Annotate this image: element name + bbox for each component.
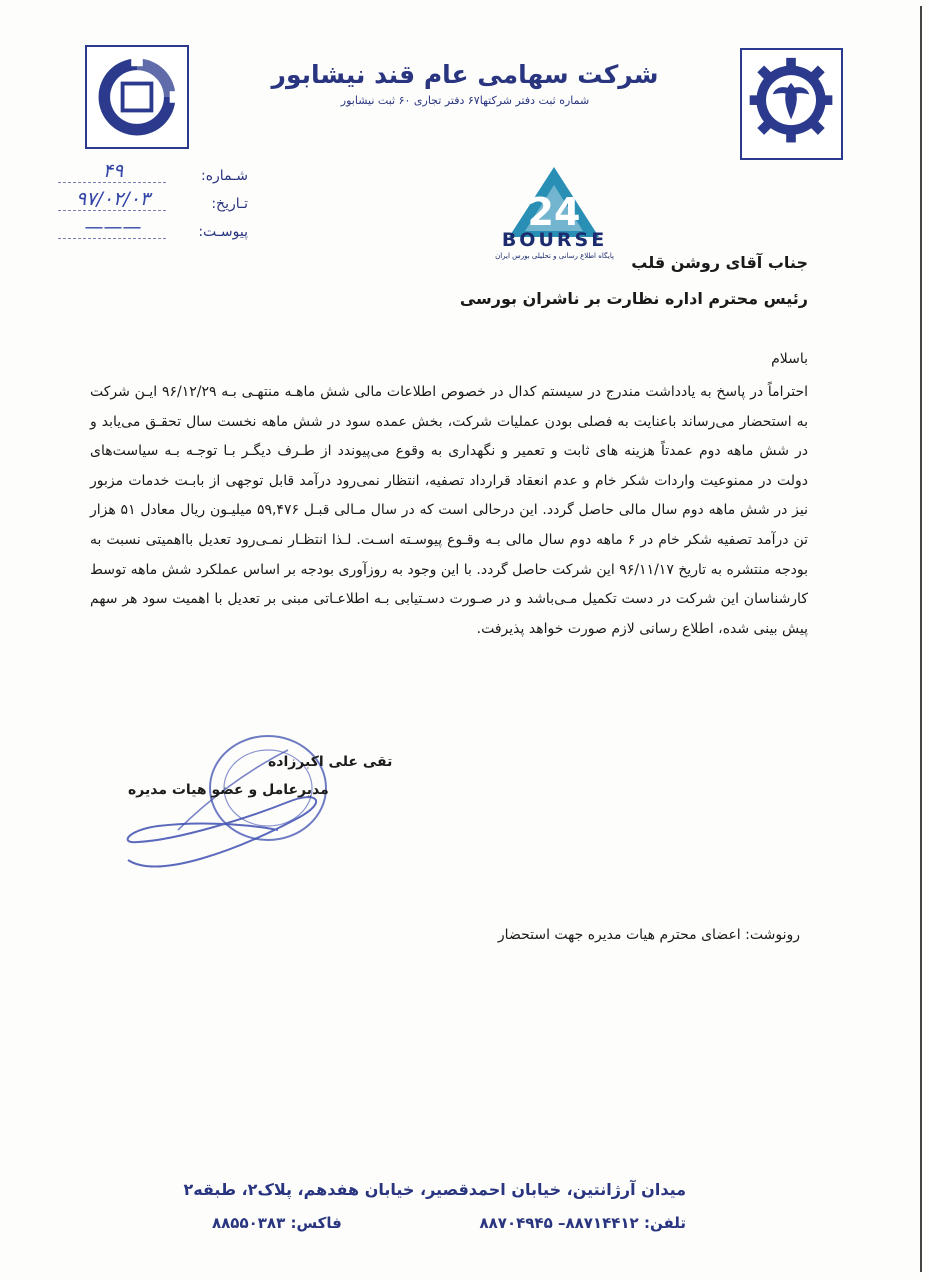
- bourse-number: 24: [527, 190, 581, 234]
- footer-phone: تلفن: ۸۸۷۱۴۴۱۲– ۸۸۷۰۴۹۴۵: [479, 1214, 686, 1232]
- addressee-title: رئیس محترم اداره نظارت بر ناشران بورسی: [459, 289, 808, 308]
- letter-paragraph: احتراماً در پاسخ به یادداشت مندرج در سیستم کدال در خصوص اطلاعات مالی شش ماهـه منتهـی بـه ۹۶/۱۲/۲۹ ایـن شرکت به استحضار می‌رساند باعنایت به فصلی بودن عملیات شرکت، بخش عمده سود در شش ماهه نخست سال تحقـق می‌یابد و در شش ماهه دوم عمدتاً هزینه های ثابت و تعمیر و نگهداری به وقوع می‌پیوندد از طـرف دیگـر بـا توجـه بـه سیاست‌های دولت در ممنوعیت واردات شکر خام و عدم انعقاد قرارداد تصفیه، انتظار نمی‌رود درآمد قابل توجهی از بابـت خدمات مزبور نیز در شش ماهه دوم سال مالی حاصل گردد. این درحالی است که در سال مـالی قبـل ۵۹,۴۷۶ میلیـون ریال معادل ۵۱ هزار تن درآمد تصفیه شکر خام در ۶ ماهه دوم سال مالی بـه وقـوع پیوسـته اسـت. لـذا انتظـار نمـی‌رود تعدیل بااهمیتی نسبت به بودجه منتشره به تاریخ ۹۶/۱۱/۱۷ این شرکت حاصل گردد. با این وجود به روزآوری بودجه بر اساس عملکرد شش ماهه توسط کارشناسان این شرکت در دست تکمیل مـی‌باشد و در صـورت دسـتیابی بـه اطلاعـاتی مبنی بر تعدیل با اهمیت سود هر سهم پیش بینی شده، اطلاع رسانی لازم صورت خواهد پذیرفت.: [90, 384, 808, 637]
- behshahr-logo: [85, 45, 189, 149]
- greeting: باسلام: [771, 351, 808, 367]
- bourse-watermark-logo: [487, 163, 622, 266]
- bourse-text: BOURSE: [501, 229, 608, 251]
- number-line: [58, 182, 166, 183]
- gear-icon: [742, 50, 841, 158]
- footer-fax: فاکس: ۸۸۵۵۰۳۸۳: [212, 1214, 342, 1232]
- attachment-label: پیوسـت:: [198, 224, 248, 240]
- addressee-name: جناب آقای روشن قلب: [631, 253, 808, 272]
- neyshabur-sugar-logo: [740, 48, 843, 160]
- signature-block: [118, 730, 393, 880]
- carbon-copy: رونوشت: اعضای محترم هیات مدیره جهت استحضار: [497, 927, 800, 943]
- bourse-caption: پایگاه اطلاع رسانی و تحلیلی بورس ایران: [495, 252, 614, 260]
- letter-body: [90, 378, 808, 644]
- company-registration: شماره ثبت دفتر شرکتها۶۷ دفتر تجاری ۶۰ ثبت نیشابور: [340, 94, 590, 107]
- company-name: شرکت سهامی عام قند نیشابور: [271, 60, 659, 89]
- date-line: [58, 210, 166, 211]
- behshahr-logo-graphic: [87, 47, 187, 147]
- date-row: [58, 190, 248, 218]
- number-value: ۴۹: [102, 160, 124, 182]
- date-value: ۹۷/۰۲/۰۳: [75, 188, 151, 210]
- date-label: تـاریخ:: [211, 196, 248, 212]
- number-label: شـماره:: [200, 168, 248, 184]
- footer-address: میدان آرژانتین، خیابان احمدقصیر، خیابان هفدهم، پلاک۲، طبقه۲: [183, 1180, 686, 1199]
- signer-title: مدیرعامل و عضو هیات مدیره: [128, 782, 329, 798]
- attachment-row: [58, 218, 248, 246]
- attachment-line: [58, 238, 166, 239]
- attachment-value: ———: [84, 216, 142, 238]
- letter-meta: [58, 162, 248, 246]
- number-row: [58, 162, 248, 190]
- signer-name: تقی علی اکبرزاده: [268, 754, 393, 770]
- signature-stamp: [118, 730, 368, 880]
